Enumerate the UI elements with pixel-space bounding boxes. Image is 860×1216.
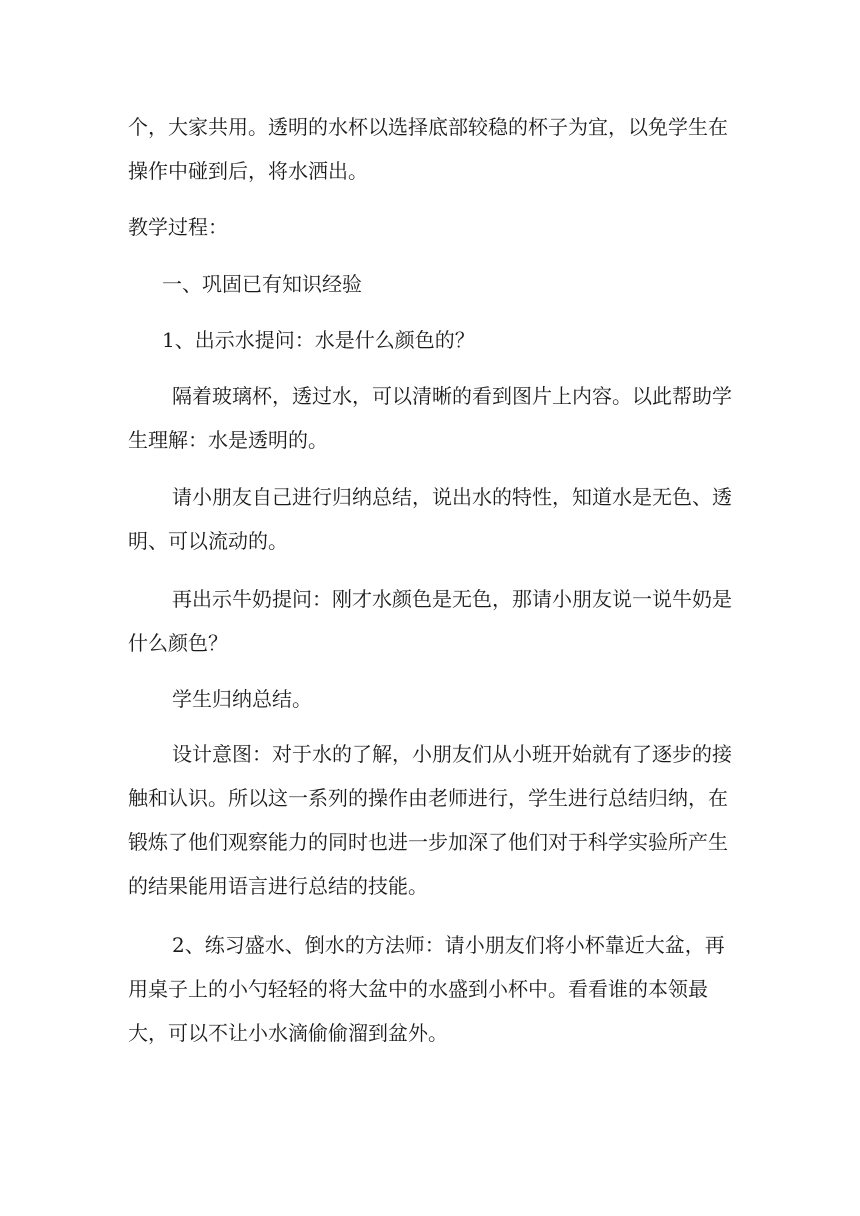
paragraph-summarize-properties: 请小朋友自己进行归纳总结，说出水的特性，知道水是无色、透明、可以流动的。 xyxy=(128,485,732,553)
step-1-question: 1、出示水提问：水是什么颜色的？ xyxy=(162,328,475,352)
paragraph-transparent-water: 隔着玻璃杯，透过水，可以清晰的看到图片上内容。以此帮助学生理解：水是透明的。 xyxy=(128,384,732,452)
heading-consolidate-knowledge: 一、巩固已有知识经验 xyxy=(162,272,362,296)
paragraph-design-intent: 设计意图：对于水的了解，小朋友们从小班开始就有了逐步的接触和认识。所以这一系列的操作由老师进行，学生进行总结归纳，在锻炼了他们观察能力的同时也进一步加深了他们对于科学实验所产生的结果能用语言进行总结的技能。 xyxy=(128,742,732,898)
section-heading-teaching-process: 教学过程： xyxy=(128,215,228,239)
paragraph-students-summarize: 学生归纳总结。 xyxy=(172,687,312,711)
paragraph-cup-note: 个，大家共用。透明的水杯以选择底部较稳的杯子为宜，以免学生在操作中碰到后，将水洒出。 xyxy=(128,115,728,183)
paragraph-milk-question: 再出示牛奶提问：刚才水颜色是无色，那请小朋友说一说牛奶是什么颜色？ xyxy=(128,587,732,655)
step-2-practice: 2、练习盛水、倒水的方法师：请小朋友们将小杯靠近大盆，再用桌子上的小勺轻轻的将大盆中的水盛到小杯中。看看谁的本领最大，可以不让小水滴偷偷溜到盆外。 xyxy=(128,933,725,1045)
